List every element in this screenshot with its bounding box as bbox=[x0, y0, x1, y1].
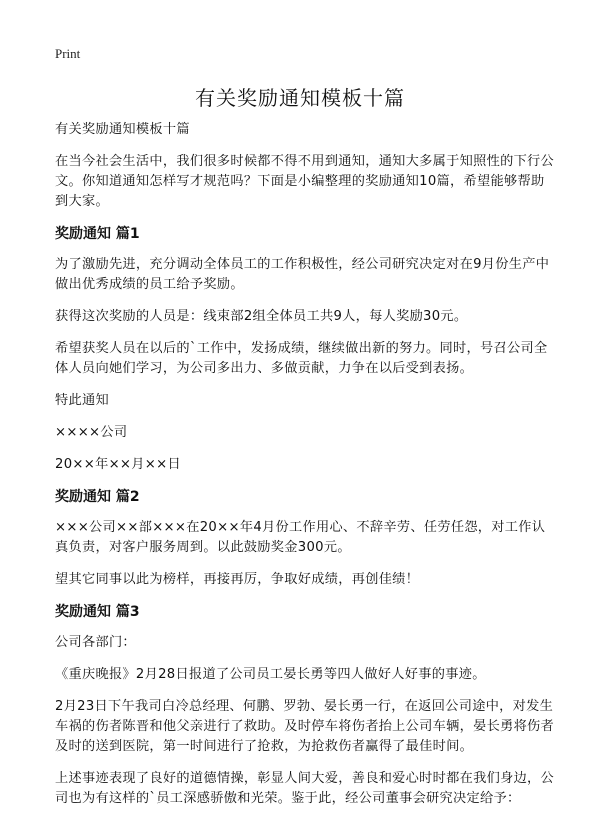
section-heading: 奖励通知 篇1 bbox=[55, 226, 140, 242]
document-title: 有关奖励通知模板十篇 bbox=[195, 86, 405, 110]
print-link[interactable]: Print bbox=[55, 46, 81, 61]
paragraph: 公司各部门： bbox=[55, 635, 136, 650]
intro-paragraph: 在当今社会生活中，我们很多时候都不得不用到通知，通知大多属于知照性的下行公文。你知道通知怎样写才规范吗？下面是小编整理的奖励通知10篇，希望能够帮助到大家。 bbox=[55, 154, 555, 209]
paragraph: 《重庆晚报》2月28日报道了公司员工晏长勇等四人做好人好事的事迹。 bbox=[55, 667, 486, 682]
paragraph: ×××公司××部×××在20××年4月份工作用心、不辞辛劳、任劳任怨，对工作认真负责，对客户服务周到。以此鼓励奖金300元。 bbox=[55, 520, 546, 555]
paragraph: 获得这次奖励的人员是：线束部2组全体员工共9人，每人奖励30元。 bbox=[55, 309, 468, 324]
paragraph: 20××年××月××日 bbox=[55, 457, 181, 472]
section-heading: 奖励通知 篇2 bbox=[55, 489, 140, 505]
document-subtitle: 有关奖励通知模板十篇 bbox=[55, 122, 190, 137]
paragraph: ××××公司 bbox=[55, 425, 128, 440]
paragraph: 上述事迹表现了良好的道德情操，彰显人间大爱，善良和爱心时时都在我们身边，公司也为有这样的`员工深感骄傲和光荣。鉴于此，经公司董事会研究决定给予： bbox=[55, 771, 555, 806]
paragraph: 为了激励先进，充分调动全体员工的工作积极性，经公司研究决定对在9月份生产中做出优秀成绩的员工给予奖励。 bbox=[55, 257, 550, 292]
paragraph: 2月23日下午我司白冷总经理、何鹏、罗勃、晏长勇一行，在返回公司途中，对发生车祸的伤者陈晋和他父亲进行了救助。及时停车将伤者抬上公司车辆，晏长勇将伤者及时的送到医院，第一时间进行了抢救，为抢救伤者赢得了最佳时间。 bbox=[55, 699, 555, 754]
paragraph: 特此通知 bbox=[55, 393, 109, 408]
paragraph: 希望获奖人员在以后的`工作中，发扬成绩，继续做出新的努力。同时，号召公司全体人员向她们学习，为公司多出力、多做贡献，力争在以后受到表扬。 bbox=[55, 341, 548, 376]
paragraph: 望其它同事以此为榜样，再接再厉，争取好成绩，再创佳绩！ bbox=[55, 572, 420, 587]
document-body bbox=[55, 120, 555, 821]
section-heading: 奖励通知 篇3 bbox=[55, 604, 140, 620]
